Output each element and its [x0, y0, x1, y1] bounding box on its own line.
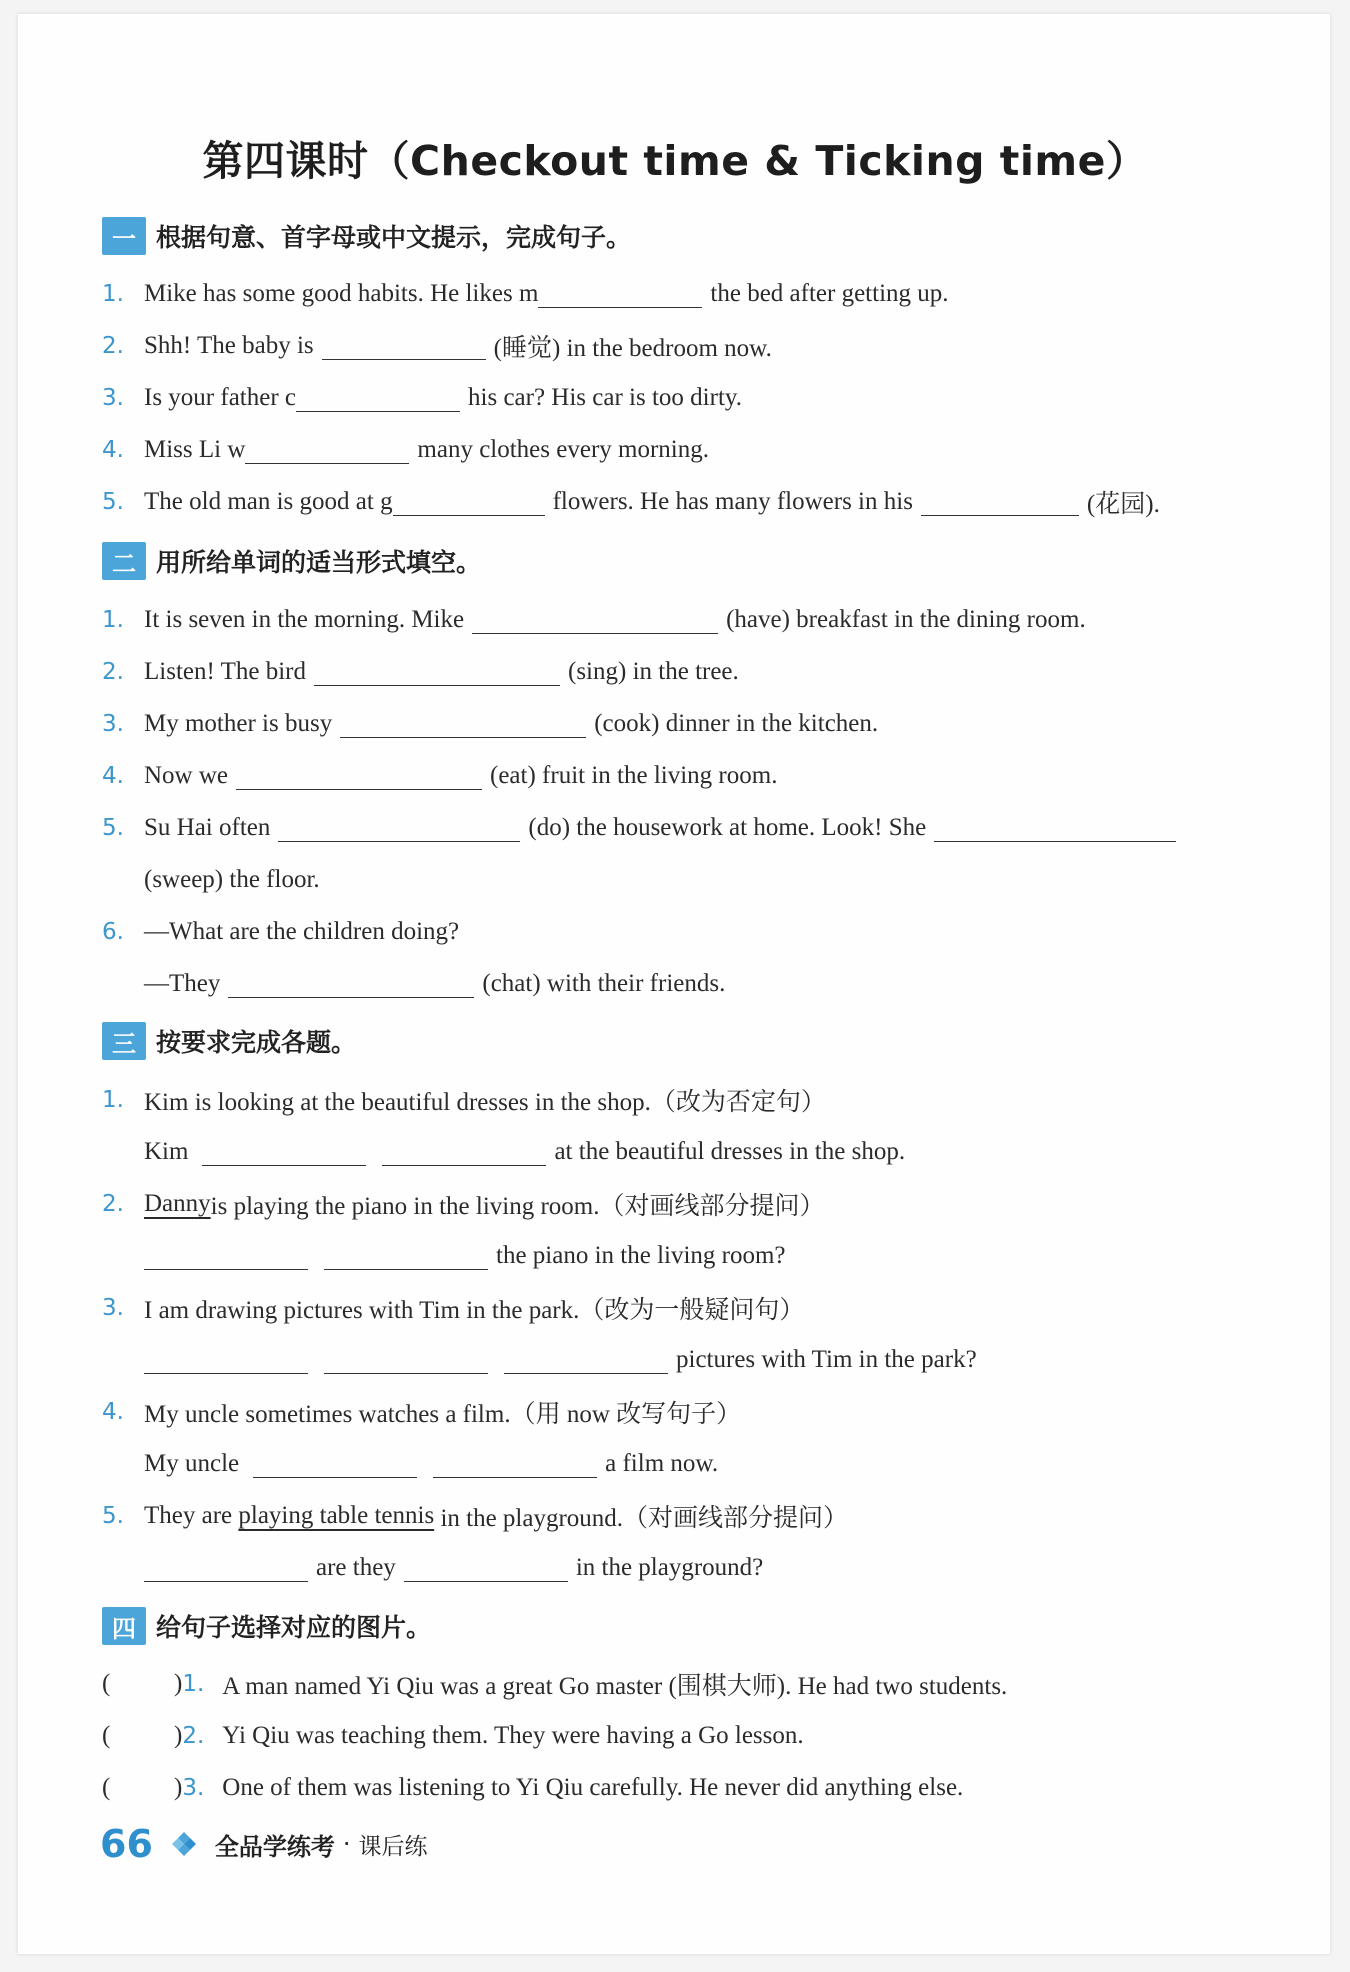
answer-blank[interactable]	[382, 1139, 546, 1166]
section-1-badge: 一	[102, 217, 146, 255]
item-text: One of them was listening to Yi Qiu carefully. He never did anything else.	[222, 1774, 964, 1801]
s3-item-2-answer	[144, 1236, 786, 1276]
item-text: at the beautiful dresses in the shop.	[554, 1138, 906, 1165]
s4-item-3	[102, 1768, 963, 1808]
s1-item-1	[102, 274, 949, 314]
item-text: The old man is good at g	[144, 488, 393, 515]
answer-blank[interactable]	[472, 607, 718, 634]
item-text: —What are the children doing?	[144, 918, 460, 945]
item-text: Mike has some good habits. He likes m	[144, 280, 539, 307]
answer-paren-open[interactable]: (	[102, 1722, 111, 1749]
item-number: 3.	[102, 711, 124, 737]
item-number: 4.	[102, 763, 124, 789]
s2-item-6-answer	[144, 964, 725, 1004]
item-text: My uncle sometimes watches a film.（用 now 改写句子）	[144, 1401, 742, 1428]
item-text: many clothes every morning.	[417, 436, 709, 463]
answer-blank[interactable]	[504, 1347, 668, 1374]
s2-item-6	[102, 912, 459, 952]
section-2-heading	[102, 541, 481, 581]
item-text: his car? His car is too dirty.	[468, 384, 743, 411]
item-text: (have) breakfast in the dining room.	[726, 606, 1086, 633]
item-number: 1.	[102, 1087, 124, 1113]
s3-item-4	[102, 1392, 741, 1432]
answer-blank[interactable]	[921, 489, 1079, 516]
item-text: Now we	[144, 762, 229, 789]
item-text: is playing the piano in the living room.（对画线部分提问）	[210, 1193, 825, 1220]
answer-blank[interactable]	[228, 971, 474, 998]
item-text: (chat) with their friends.	[482, 970, 726, 997]
separator-dot: ·	[342, 1830, 351, 1858]
item-text: (cook) dinner in the kitchen.	[594, 710, 879, 737]
answer-blank[interactable]	[296, 385, 460, 412]
section-4-title: 给句子选择对应的图片。	[156, 1613, 432, 1642]
answer-blank[interactable]	[314, 659, 560, 686]
item-text: (花园).	[1086, 491, 1160, 518]
answer-blank[interactable]	[322, 333, 486, 360]
item-text: I am drawing pictures with Tim in the park.（改为一般疑问句）	[144, 1297, 805, 1324]
section-2-badge: 二	[102, 542, 146, 580]
answer-blank[interactable]	[340, 711, 586, 738]
item-number: 2.	[102, 659, 124, 685]
s2-item-2	[102, 652, 739, 692]
answer-blank[interactable]	[433, 1451, 597, 1478]
item-number: 1.	[102, 281, 124, 307]
section-1-title: 根据句意、首字母或中文提示，完成句子。	[156, 223, 632, 252]
item-text: My mother is busy	[144, 710, 333, 737]
item-number: 3.	[102, 385, 124, 411]
item-number: 3.	[102, 1295, 124, 1321]
s1-item-3	[102, 378, 742, 418]
answer-blank[interactable]	[278, 815, 520, 842]
page-footer	[100, 1818, 428, 1870]
s1-item-4	[102, 430, 709, 470]
item-text: the piano in the living room?	[496, 1242, 786, 1269]
s3-item-3-answer	[144, 1340, 977, 1380]
item-text: are they	[316, 1554, 396, 1581]
underlined-text: Danny	[144, 1190, 211, 1217]
s3-item-3	[102, 1288, 804, 1328]
item-number: 5.	[102, 1503, 124, 1529]
section-2-title: 用所给单词的适当形式填空。	[156, 548, 482, 577]
item-text: Is your father c	[144, 384, 297, 411]
diamond-logo-icon	[171, 1831, 197, 1857]
s2-item-1	[102, 600, 1086, 640]
underlined-text: playing table tennis	[238, 1502, 435, 1529]
section-4-badge: 四	[102, 1607, 146, 1645]
s3-item-2	[102, 1184, 825, 1224]
answer-blank[interactable]	[144, 1555, 308, 1582]
page-number: 66	[100, 1822, 153, 1866]
answer-blank[interactable]	[236, 763, 482, 790]
item-text: (do) the housework at home. Look! She	[528, 814, 927, 841]
s2-item-5-cont	[144, 860, 320, 900]
item-number: 5.	[102, 489, 124, 515]
item-number: 4.	[102, 1399, 124, 1425]
answer-paren-open[interactable]: (	[102, 1774, 111, 1801]
item-text: a film now.	[605, 1450, 719, 1477]
answer-blank[interactable]	[538, 281, 702, 308]
item-text: My uncle	[144, 1450, 240, 1477]
section-3-heading	[102, 1021, 356, 1061]
item-text: Yi Qiu was teaching them. They were having a Go lesson.	[222, 1722, 804, 1749]
answer-paren-open[interactable]: (	[102, 1670, 111, 1697]
s3-item-1-answer	[144, 1132, 905, 1172]
item-text: (sing) in the tree.	[568, 658, 739, 685]
item-number: 5.	[102, 815, 124, 841]
s3-item-4-answer	[144, 1444, 718, 1484]
item-number: 1.	[182, 1671, 205, 1697]
answer-blank[interactable]	[144, 1243, 308, 1270]
section-3-badge: 三	[102, 1022, 146, 1060]
s3-item-1	[102, 1080, 826, 1120]
item-text: Listen! The bird	[144, 658, 306, 685]
item-text: They are	[144, 1502, 239, 1529]
page-title: 第四课时（Checkout time & Ticking time）	[202, 137, 1148, 185]
section-3-title: 按要求完成各题。	[156, 1028, 357, 1057]
item-text: Shh! The baby is	[144, 332, 314, 359]
item-number: 6.	[102, 919, 124, 945]
item-text: Miss Li w	[144, 436, 246, 463]
item-text: in the playground.（对画线部分提问）	[434, 1505, 849, 1532]
section-1-heading	[102, 216, 631, 256]
answer-blank[interactable]	[324, 1347, 488, 1374]
s3-item-5	[102, 1496, 848, 1536]
item-text: Kim	[144, 1138, 189, 1165]
item-text: (sweep) the floor.	[144, 866, 320, 893]
answer-blank[interactable]	[393, 489, 545, 516]
item-number: 1.	[102, 607, 124, 633]
answer-paren-close: )	[174, 1722, 183, 1749]
answer-blank[interactable]	[934, 815, 1176, 842]
item-text: in the playground?	[575, 1554, 764, 1581]
item-text: It is seven in the morning. Mike	[144, 606, 465, 633]
item-text: —They	[144, 970, 221, 997]
s2-item-3	[102, 704, 878, 744]
answer-blank[interactable]	[404, 1555, 568, 1582]
item-text: (睡觉) in the bedroom now.	[493, 335, 772, 362]
item-text: pictures with Tim in the park?	[676, 1346, 977, 1373]
item-text: (eat) fruit in the living room.	[490, 762, 778, 789]
answer-paren-close: )	[174, 1774, 183, 1801]
item-number: 3.	[182, 1775, 205, 1801]
item-text: Su Hai often	[144, 814, 271, 841]
answer-blank[interactable]	[253, 1451, 417, 1478]
item-number: 4.	[102, 437, 124, 463]
item-text: Kim is looking at the beautiful dresses in the shop.（改为否定句）	[144, 1089, 826, 1116]
s2-item-5	[102, 808, 1184, 848]
s1-item-5	[102, 482, 1160, 522]
brand-name: 全品学练考	[214, 1832, 335, 1861]
answer-paren-close: )	[174, 1670, 183, 1697]
s3-item-5-answer	[144, 1548, 763, 1588]
s1-item-2	[102, 326, 772, 366]
item-text: flowers. He has many flowers in his	[552, 488, 913, 515]
item-number: 2.	[102, 1191, 124, 1217]
series-name: 课后练	[358, 1833, 428, 1860]
section-4-heading	[102, 1606, 431, 1646]
answer-blank[interactable]	[144, 1347, 308, 1374]
s2-item-4	[102, 756, 777, 796]
item-number: 2.	[102, 333, 124, 359]
answer-blank[interactable]	[324, 1243, 488, 1270]
answer-blank[interactable]	[245, 437, 409, 464]
s4-item-1	[102, 1664, 1007, 1704]
answer-blank[interactable]	[202, 1139, 366, 1166]
item-text: A man named Yi Qiu was a great Go master (围棋大师). He had two students.	[222, 1673, 1008, 1700]
s4-item-2	[102, 1716, 804, 1756]
item-number: 2.	[182, 1723, 205, 1749]
item-text: the bed after getting up.	[710, 280, 949, 307]
